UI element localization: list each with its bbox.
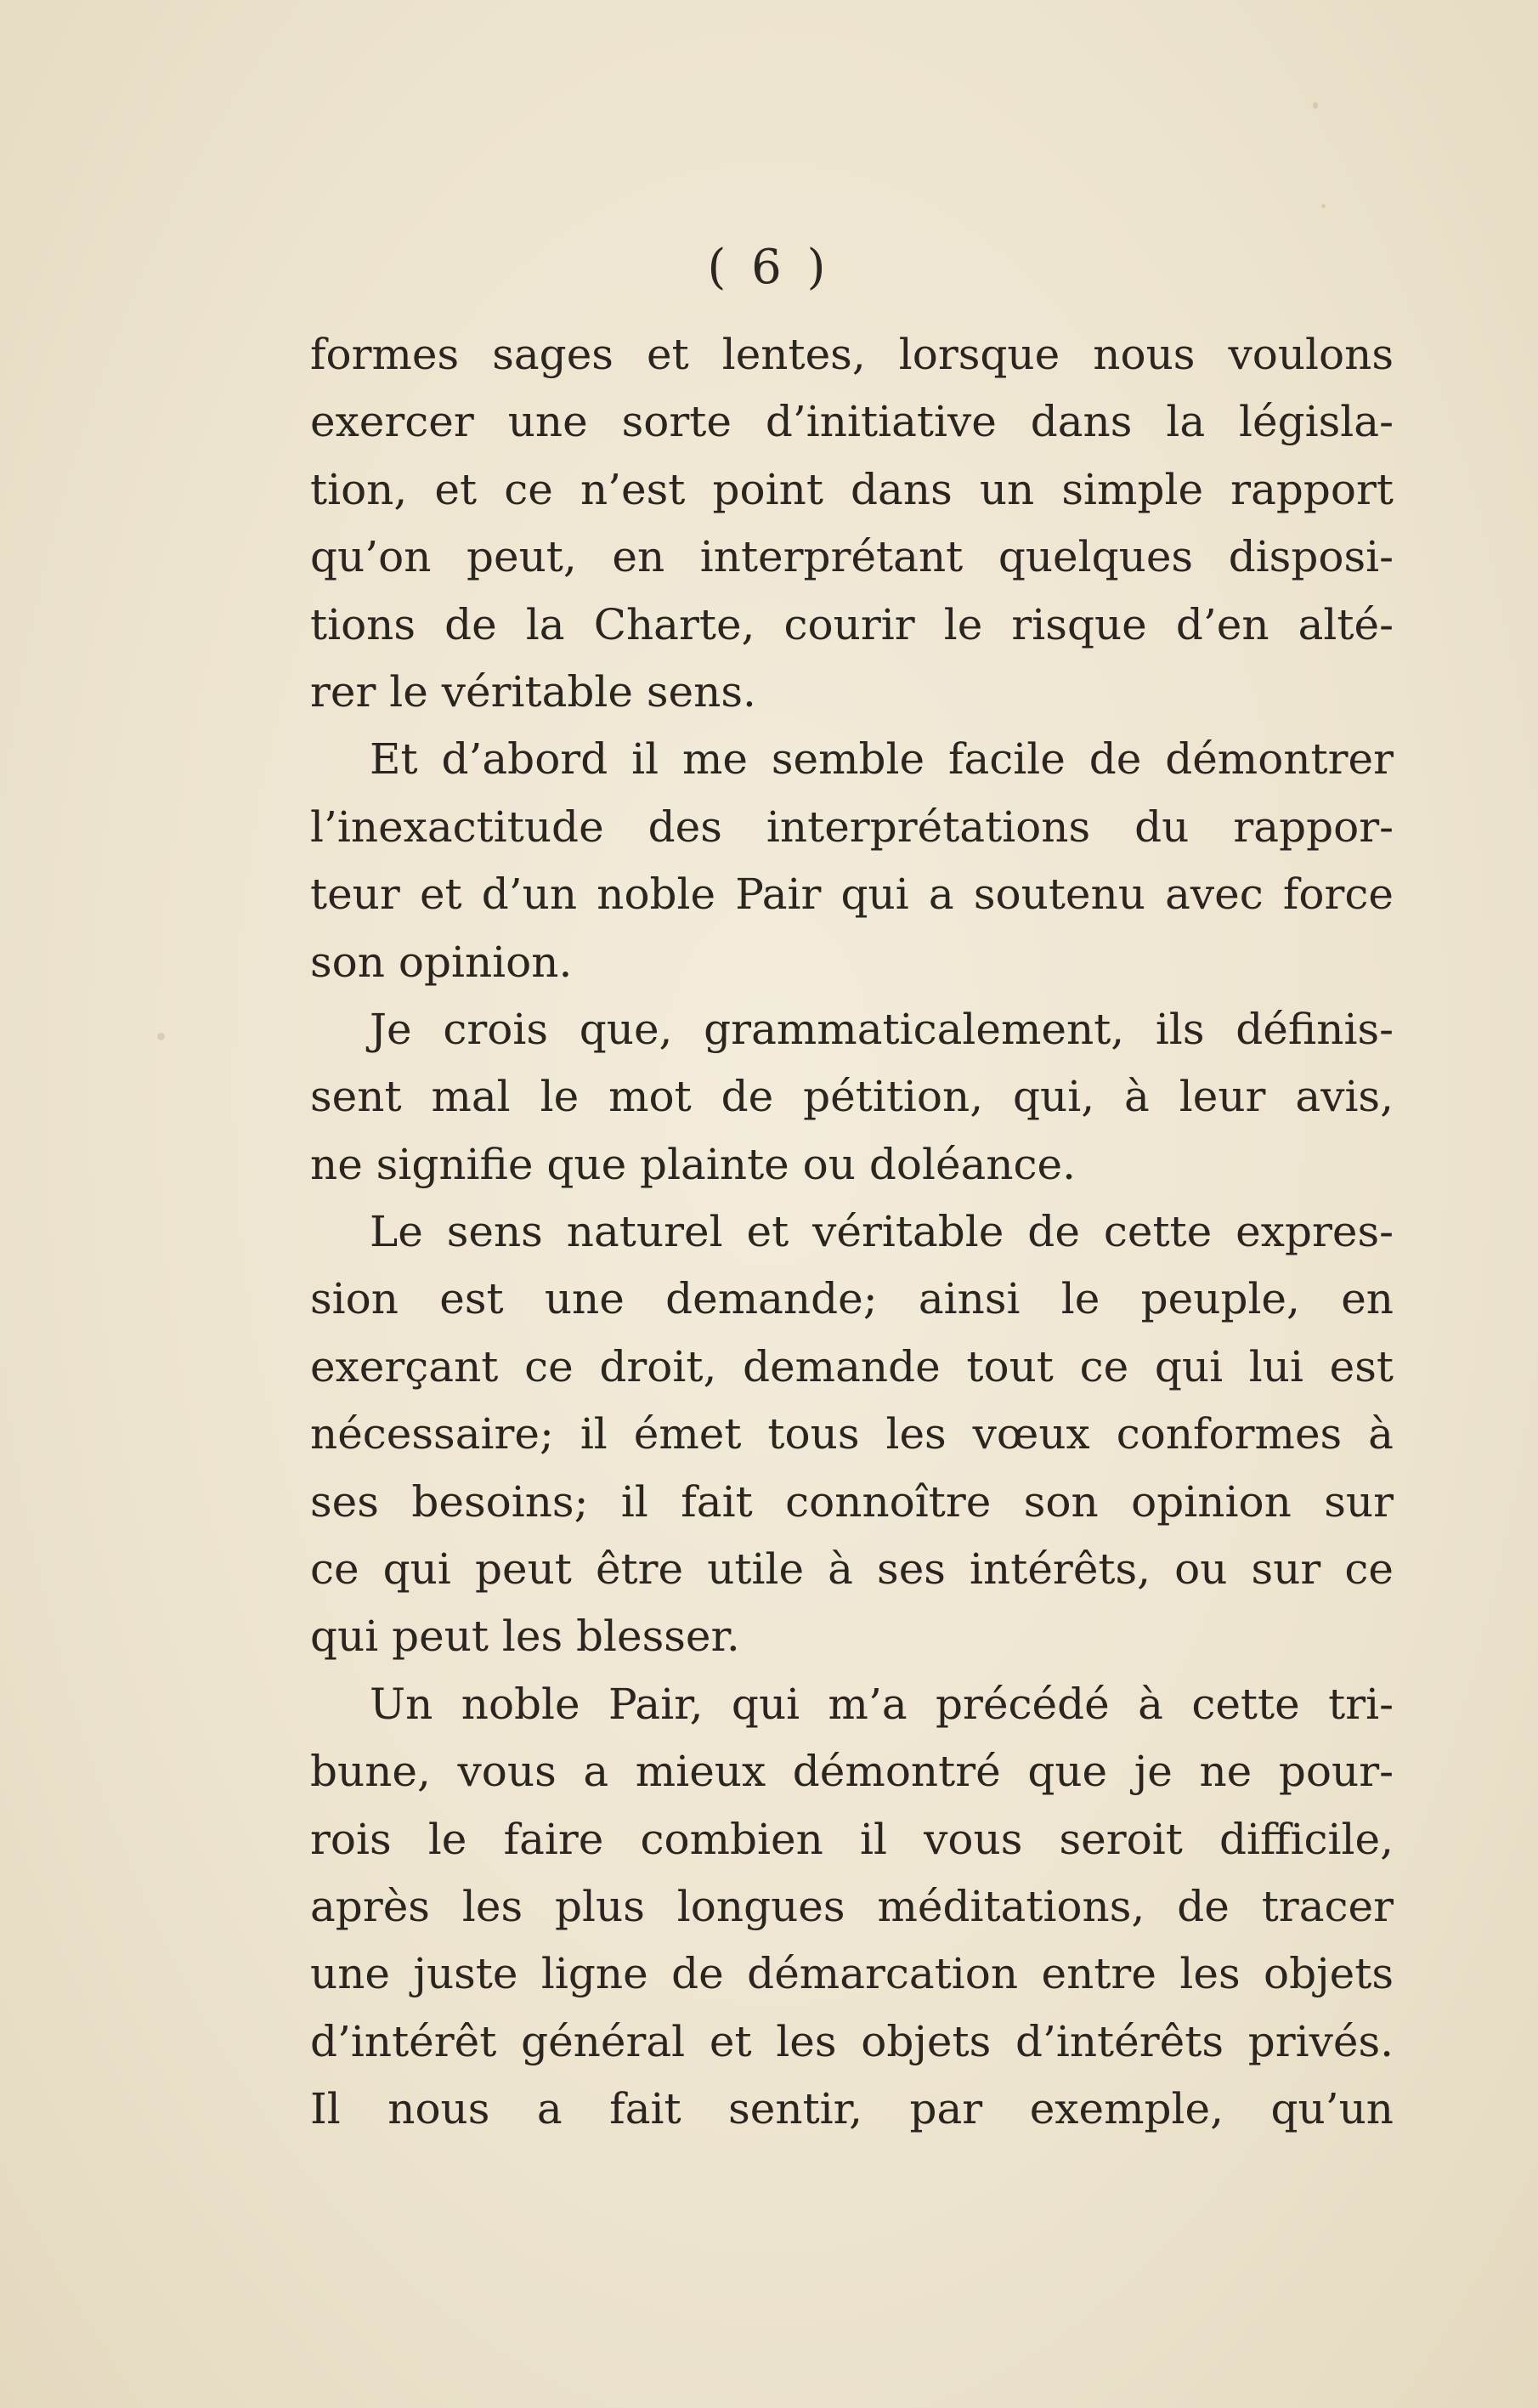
- text-line: exercer une sorte d’initiative dans la législa-: [310, 397, 1394, 447]
- text-line: exerçant ce droit, demande tout ce qui lui est: [310, 1341, 1394, 1391]
- text-line: ses besoins; il fait connoître son opinion sur: [310, 1476, 1394, 1527]
- text-line: Un noble Pair, qui m’a précédé à cette tri-: [370, 1679, 1394, 1729]
- text-line: qu’on peut, en interprétant quelques disposi-: [310, 532, 1394, 582]
- text-line: qui peut les blesser.: [310, 1612, 740, 1662]
- text-line: ne signifie que plainte ou doléance.: [310, 1139, 1077, 1189]
- text-line: rer le véritable sens.: [310, 666, 756, 717]
- paper-spot: [157, 1033, 165, 1040]
- text-line: Je crois que, grammaticalement, ils définis-: [370, 1004, 1394, 1054]
- text-line: sent mal le mot de pétition, qui, à leur avis,: [310, 1072, 1394, 1122]
- text-line: une juste ligne de démarcation entre les objets: [310, 1949, 1394, 1999]
- text-line: son opinion.: [310, 937, 573, 987]
- text-line: tions de la Charte, courir le risque d’en alté-: [310, 599, 1394, 649]
- text-line: formes sages et lentes, lorsque nous voulons: [310, 330, 1394, 379]
- page-number: ( 6 ): [707, 240, 831, 295]
- text-line: rois le faire combien il vous seroit difficile,: [310, 1814, 1394, 1864]
- text-line: tion, et ce n’est point dans un simple rapport: [310, 464, 1394, 514]
- paper-spot: [1313, 102, 1318, 109]
- text-line: d’intérêt général et les objets d’intérêts privés.: [310, 2016, 1394, 2066]
- paper-spot: [1321, 204, 1326, 208]
- text-line: ce qui peut être utile à ses intérêts, ou sur ce: [310, 1544, 1394, 1595]
- text-line: l’inexactitude des interprétations du rappor-: [310, 802, 1394, 852]
- body-text: [310, 321, 1394, 2144]
- text-line: après les plus longues méditations, de tracer: [310, 1881, 1394, 1931]
- text-line: teur et d’un noble Pair qui a soutenu avec force: [310, 870, 1394, 920]
- text-line: bune, vous a mieux démontré que je ne pour-: [310, 1747, 1394, 1797]
- text-line: Et d’abord il me semble facile de démontrer: [370, 734, 1394, 785]
- text-line: sion est une demande; ainsi le peuple, en: [310, 1274, 1394, 1324]
- text-line: nécessaire; il émet tous les vœux conformes à: [310, 1409, 1394, 1459]
- text-line: Le sens naturel et véritable de cette expres-: [370, 1207, 1394, 1257]
- text-line: Il nous a fait sentir, par exemple, qu’un: [310, 2084, 1394, 2134]
